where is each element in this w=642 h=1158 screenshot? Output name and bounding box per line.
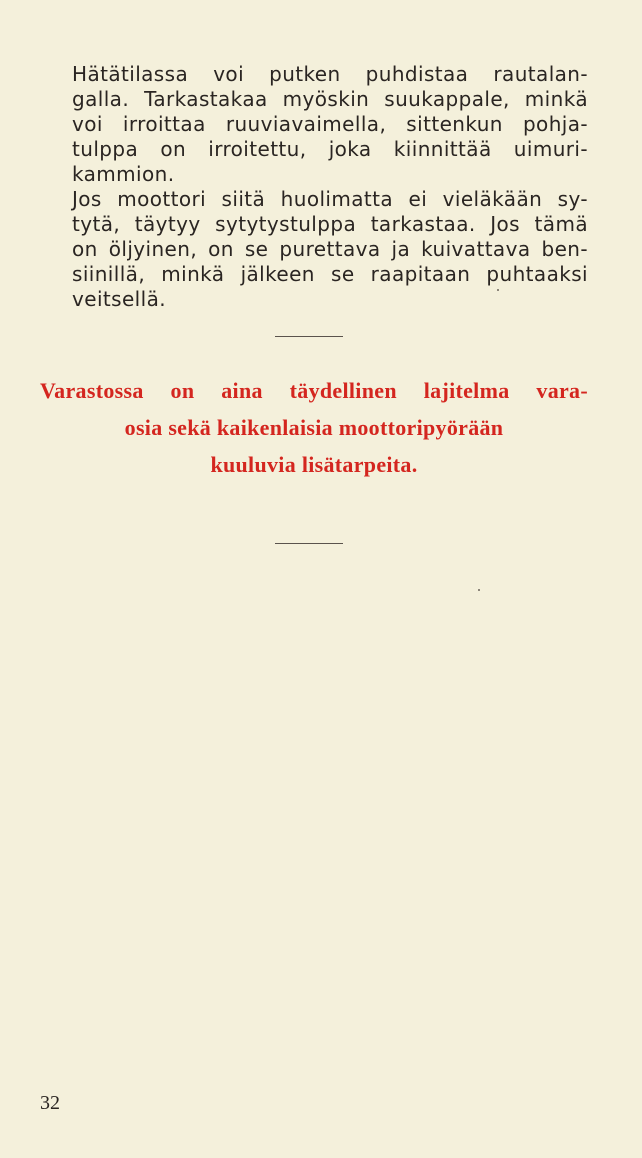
stock-notice [40,372,588,483]
notice-line: Varastossa on aina täydellinen lajitelma vara- [40,378,588,403]
print-speck [478,589,480,591]
paragraph-line: galla. Tarkastakaa myöskin suukappale, minkä [72,87,588,111]
body-paragraph [72,62,588,312]
paragraph-line: siinillä, minkä jälkeen se raapitaan puhtaaksi [72,262,588,286]
paragraph-line: Hätätilassa voi putken puhdistaa rautalan- [72,62,588,86]
notice-line: osia sekä kaikenlaisia moottoripyörään [124,415,504,440]
paragraph-line: tytä, täytyy sytytystulppa tarkastaa. Jos tämä [72,212,588,236]
divider-rule [275,336,343,337]
print-speck [497,289,499,291]
divider-rule [275,543,343,544]
paragraph-line: tulppa on irroitettu, joka kiinnittää uimuri- [72,137,588,161]
paragraph-line: kammion. [72,162,175,186]
paragraph-line: on öljyinen, on se purettava ja kuivattava ben- [72,237,588,261]
notice-line: kuuluvia lisätarpeita. [210,452,418,477]
page-number: 32 [40,1092,60,1114]
paragraph-line: Jos moottori siitä huolimatta ei vieläkään sy- [72,187,588,211]
paragraph-line: veitsellä. [72,287,166,311]
paragraph-line: voi irroittaa ruuviavaimella, sittenkun pohja- [72,112,588,136]
